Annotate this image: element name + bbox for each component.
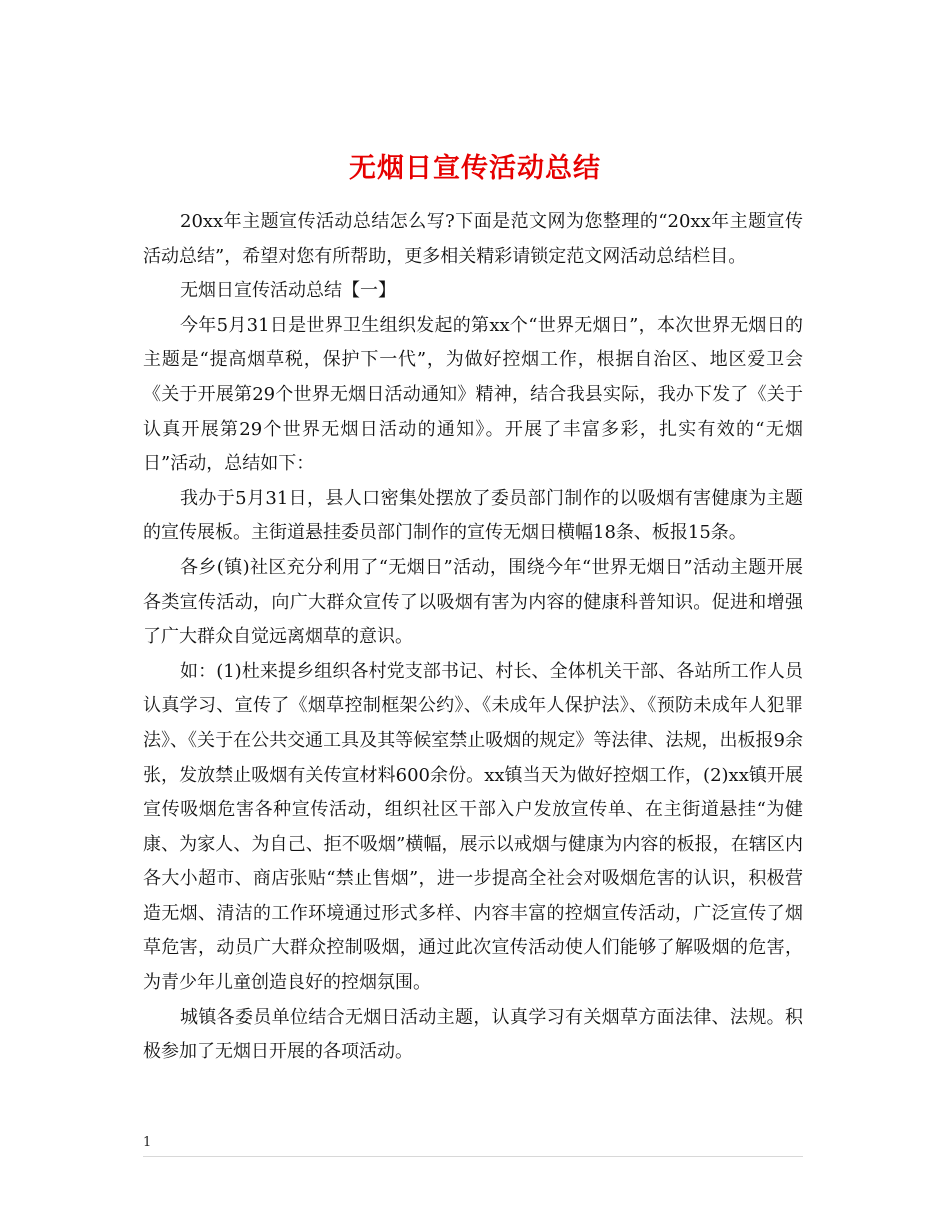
paragraph-units: 城镇各委员单位结合无烟日活动主题，认真学习有关烟草方面法律、法规。积极参加了无烟日开展的各项活动。	[143, 1006, 803, 1063]
paragraph-intro: 20xx年主题宣传活动总结怎么写?下面是范文网为您整理的“20xx年主题宣传活动总结”，希望对您有所帮助，更多相关精彩请锁定范文网活动总结栏目。	[143, 211, 803, 267]
document-body	[143, 205, 803, 1070]
paragraph-background: 今年5月31日是世界卫生组织发起的第xx个“世界无烟日”，本次世界无烟日的主题是“提高烟草税，保护下一代”，为做好控烟工作，根据自治区、地区爱卫会《关于开展第29个世界无烟日活动通知》精神，结合我县实际，我办下发了《关于认真开展第29个世界无烟日活动的通知》。开展了丰富多彩，扎实有效的“无烟日”活动，总结如下：	[143, 314, 803, 475]
paragraph-examples: 如：(1)杜来提乡组织各村党支部书记、村长、全体机关干部、各站所工作人员认真学习、宣传了《烟草控制框架公约》、《未成年人保护法》、《预防未成年人犯罪法》、《关于在公共交通工具及其等候室禁止吸烟的规定》等法律、法规，出板报9余张，发放禁止吸烟有关传宣材料600余份。xx镇当天为做好控烟工作，(2)xx镇开展宣传吸烟危害各种宣传活动，组织社区干部入户发放宣传单、在主街道悬挂“为健康、为家人、为自己、拒不吸烟”横幅，展示以戒烟与健康为内容的板报，在辖区内各大小超市、商店张贴“禁止售烟”，进一步提高全社会对吸烟危害的认识，积极营造无烟、清洁的工作环境通过形式多样、内容丰富的控烟宣传活动，广泛宣传了烟草危害，动员广大群众控制吸烟，通过此次宣传活动使人们能够了解吸烟的危害，为青少年儿童创造良好的控烟氛围。	[143, 660, 803, 994]
section-heading: 无烟日宣传活动总结【一】	[180, 280, 396, 302]
footer-divider	[143, 1156, 803, 1157]
page-number: 1	[143, 1135, 152, 1150]
paragraph-county-activity: 我办于5月31日，县人口密集处摆放了委员部门制作的以吸烟有害健康为主题的宣传展板。主街道悬挂委员部门制作的宣传无烟日横幅18条、板报15条。	[143, 487, 803, 544]
document-title: 无烟日宣传活动总结	[349, 153, 601, 185]
paragraph-township-activity: 各乡(镇)社区充分利用了“无烟日”活动，围绕今年“世界无烟日”活动主题开展各类宣传活动，向广大群众宣传了以吸烟有害为内容的健康科普知识。促进和增强了广大群众自觉远离烟草的意识。	[143, 556, 803, 648]
